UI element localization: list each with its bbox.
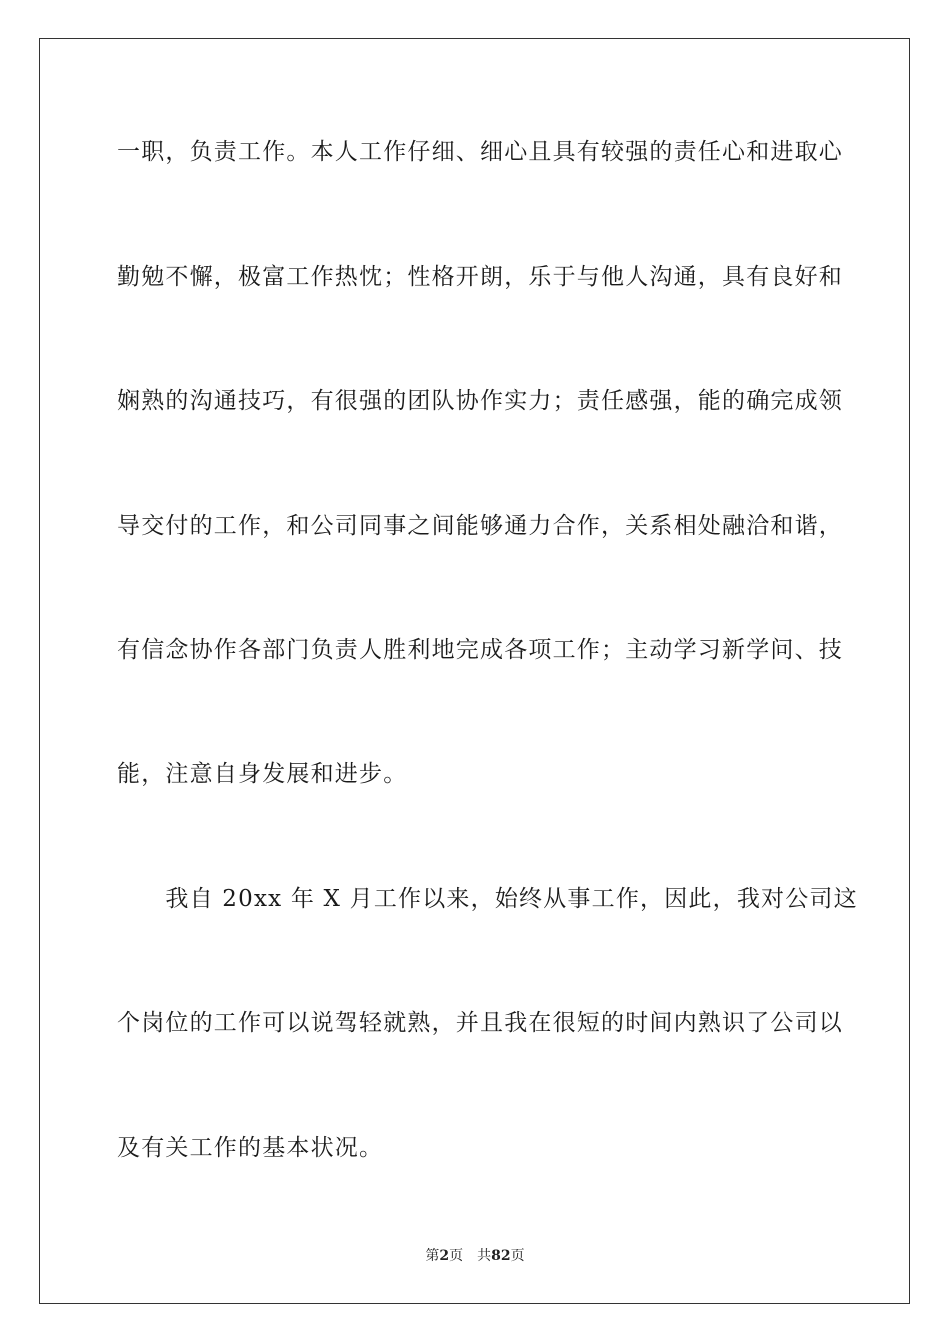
body-line-2: 勤勉不懈，极富工作热忱；性格开朗，乐于与他人沟通，具有良好和 <box>117 264 843 290</box>
total-label-suffix: 页 <box>510 1248 525 1264</box>
page-label-suffix: 页 <box>449 1248 464 1264</box>
page-border <box>39 38 910 1304</box>
page-footer <box>0 1246 950 1266</box>
body-line-1: 一职，负责工作。本人工作仔细、细心且具有较强的责任心和进取心 <box>117 139 843 165</box>
body-line-7: 我自 20xx 年 X 月工作以来，始终从事工作，因此，我对公司这 <box>117 886 858 912</box>
body-line-9: 及有关工作的基本状况。 <box>117 1135 384 1161</box>
body-line-6: 能，注意自身发展和进步。 <box>117 761 408 787</box>
body-line-4: 导交付的工作，和公司同事之间能够通力合作，关系相处融洽和谐， <box>117 513 843 539</box>
body-line-5: 有信念协作各部门负责人胜利地完成各项工作；主动学习新学问、技 <box>117 637 843 663</box>
body-line-3: 娴熟的沟通技巧，有很强的团队协作实力；责任感强，能的确完成领 <box>117 388 843 414</box>
total-pages: 82 <box>491 1248 511 1264</box>
page-label-prefix: 第 <box>425 1248 440 1264</box>
total-label-prefix: 共 <box>477 1248 492 1264</box>
page-number: 2 <box>439 1248 450 1264</box>
body-line-8: 个岗位的工作可以说驾轻就熟，并且我在很短的时间内熟识了公司以 <box>117 1010 843 1036</box>
